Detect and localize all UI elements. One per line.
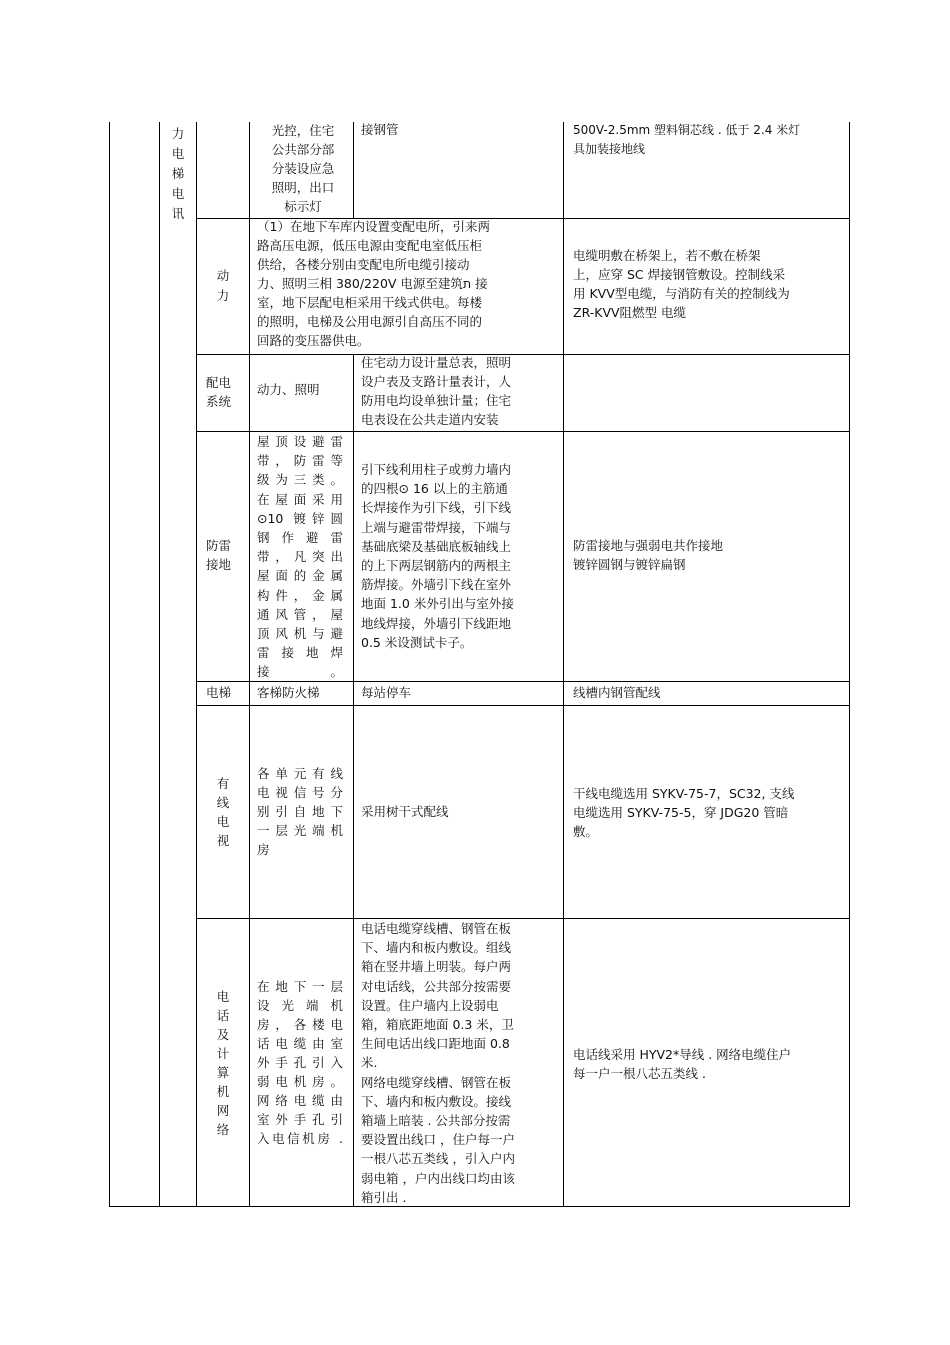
row-5-desc: 各单元有线 电视信号分 别引自地下 一层光端机 房 [257, 766, 343, 857]
row-0-method: 接钢管 [361, 122, 399, 137]
row-5-note: 干线电缆选用 SYKV-75-7，SC32, 支线 电缆选用 SYKV-75-5，穿 JDG20 管暗 敷。 [573, 786, 795, 839]
row-3-name: 防雷 接地 [206, 538, 232, 572]
column-divider [159, 122, 160, 1207]
row-1-desc: （1）在地下车库内设置变配电所，引来两 路高压电源，低压电源由变配电室低压柜 供给，各楼分别由变配电所电缆引接动 力、照明三相 380/220V 电源至建筑ת 接 室，地下层配电柜采用干线式供电。每楼 的照明，电梯及公用电源引自高压不同的 回路的变压器供电。 [257, 219, 490, 348]
row-divider [196, 705, 850, 706]
row-2-method: 住宅动力设计量总表，照明 设户表及支路计量表计，人 防用电均设单独计量；住宅 电表设在公共走道内安装 [361, 355, 512, 427]
row-5-method: 采用树干式配线 [361, 804, 449, 819]
row-6-note: 电话线采用 HYV2*导线 . 网络电缆住户 每一户一根八芯五类线 . [573, 1047, 792, 1081]
row-6-method: 电话电缆穿线槽、钢管在板 下、墙内和板内敷设。组线 箱在竖井墙上明装。每户两 对电话线，公共部分按需要 设置。住户墙内上设弱电 箱，箱底距地面 0.3 米，卫 生间电话出线口距地面 0.8 米. 网络电缆穿线槽、钢管在板 下、墙内和板内敷设。接线 箱墙上暗装 . 公共部分按需 要设置出线口 ，住户每一户 一根八芯五类线 ，引入户内 弱电箱 ，户内出线口均由该 箱引出 . [361, 921, 515, 1205]
column-divider [249, 122, 250, 1207]
row-2-name: 配电 系统 [206, 375, 232, 409]
row-3-note: 防雷接地与强弱电共作接地 镀锌圆钢与镀锌扁钢 [573, 538, 724, 572]
row-0-note: 500V-2.5mm 塑料铜芯线 . 低于 2.4 米灯 具加装接地线 [573, 123, 801, 156]
row-4-desc: 客梯防火梯 [257, 685, 320, 700]
row-6-desc: 在地下一层 设光端机 房，各楼电 话电缆由室 外手孔引入 弱电机房。 网络电缆由 室外手孔引 入电信机房 . [257, 979, 343, 1146]
row-5-name: 有 线 电 视 [216, 776, 230, 848]
column-divider [353, 122, 354, 219]
row-4-method: 每站停车 [361, 685, 412, 700]
row-3-desc: 屋顶设避雷 带，防雷等 级为三类。 在屋面采用 ⊙10 镀锌圆 钢作避雷 带，凡突出 屋面的金属 构件，金属 通风管，屋 顶风机与避 雷接地焊 接。 [257, 434, 343, 680]
row-0-desc: 光控，住宅 公共部分部 分装设应急 照明，出口 标示灯 [271, 123, 335, 214]
row-6-name: 电 话 及 计 算 机 网 络 [216, 989, 230, 1137]
row-4-name: 电梯 [206, 685, 232, 700]
group-label: 力 电 梯 电 讯 [171, 126, 185, 221]
table-border-right [849, 122, 850, 1207]
row-3-method: 引下线利用柱子或剪力墙内 的四根⊙ 16 以上的主筋通 长焊接作为引下线，引下线 上端与避雷带焊接，下端与 基础底梁及基础底板轴线上 的上下两层钢筋内的两根主 筋焊接。外墙引下线在室外 地面 1.0 米外引出与室外接 地线焊接，外墙引下线距地 0.5 米设测试卡子。 [361, 462, 514, 650]
row-2-desc: 动力、照明 [257, 382, 320, 397]
column-divider [563, 122, 564, 1207]
row-4-note: 线槽内钢管配线 [573, 685, 661, 700]
row-1-name: 动 力 [216, 268, 230, 303]
column-divider [353, 354, 354, 1207]
table-border-left [109, 122, 110, 1207]
row-1-note: 电缆明敷在桥架上，若不敷在桥架 上，应穿 SC 焊接钢管敷设。控制线采 用 KVV型电缆，与消防有关的控制线为 ZR-KVV阻燃型 电缆 [573, 248, 790, 320]
